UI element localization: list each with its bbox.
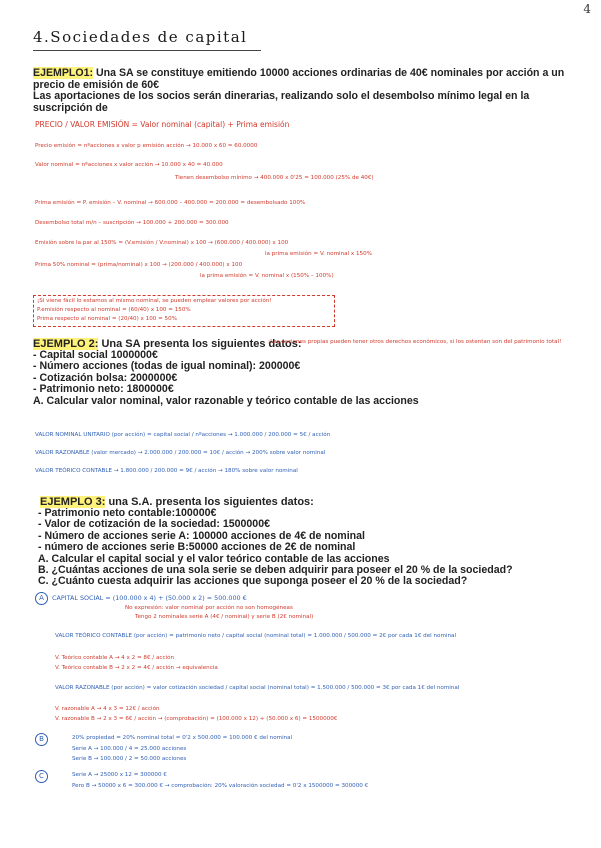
note1-line: PRECIO / VALOR EMISIÓN = Valor nominal (capital) + Prima emisión xyxy=(35,120,290,129)
note1-line: Tienen desembolso mínimo → 400.000 x 0'25 = 100.000 (25% de 40€) xyxy=(175,175,374,181)
note1-line: Emisión sobre la par al 150% = (V.emisión / V.nominal) x 100 → (600.000 / 400.000) x 100 xyxy=(35,240,289,246)
note3-line: Serie A → 100.000 / 4 = 25.000 acciones xyxy=(72,746,187,752)
note3-line: VALOR RAZONABLE (por acción) = valor cotización sociedad / capital social (nominal total) = 1.500.000 / 500.000 = 3€ por cada 1€ del nominal xyxy=(55,685,460,691)
answer-b-marker: B xyxy=(35,733,48,746)
example2-data-list xyxy=(33,350,419,407)
example1-text: Una SA se constituye emitiendo 10000 acciones ordinarias de 40€ nominales por acción a un precio de emisión de 60€ xyxy=(33,67,565,91)
note3-line: VALOR TEÓRICO CONTABLE (por acción) = patrimonio neto / capital social (nominal total) = 1.000.000 / 500.000 = 2€ por cada 1€ del nominal xyxy=(55,633,456,639)
note1-line: Valor nominal = nºacciones x valor acción → 10.000 x 40 = 40.000 xyxy=(35,162,223,168)
note3-line: Serie A → 25000 x 12 = 300000 € xyxy=(72,772,167,778)
note2-line: VALOR NOMINAL UNITARIO (por acción) = capital social / nºacciones → 1.000.000 / 200.000 = 5€ / acción xyxy=(35,432,331,438)
note3-line: V. razonable B → 2 x 3 = 6€ / acción → (comprobación) = (100.000 x 12) + (50.000 x 6) = 1500000€ xyxy=(55,716,338,722)
note1-line: Prima emisión = P. emisión – V. nominal → 600.000 – 400.000 = 200.000 = desembolsado 100% xyxy=(35,200,306,206)
example1-statement xyxy=(33,68,573,114)
example2-line: A. Calcular valor nominal, valor razonable y teórico contable de las acciones xyxy=(33,394,419,407)
example3-line: A. Calcular el capital social y el valor teórico contable de las acciones xyxy=(38,552,390,565)
note-box-line: Prima respecto al nominal = (20/40) x 100 = 50% xyxy=(37,316,177,322)
answer-c-marker: C xyxy=(35,770,48,783)
note1-line: Desembolso total m/n – suscripción → 100.000 + 200.000 = 300.000 xyxy=(35,220,229,226)
example3-line: B. ¿Cuántas acciones de una sola serie se deben adquirir para poseer el 20 % de la sociedad? xyxy=(38,564,513,577)
note3-line: 20% propiedad = 20% nominal total = 0'2 x 500.000 = 100.000 € del nominal xyxy=(72,735,293,741)
example3-data-list xyxy=(38,508,513,588)
note1-line: la prima emisión = V. nominal x (150% – 100%) xyxy=(200,273,334,279)
example3-line: - Valor de cotización de la sociedad: 1500000€ xyxy=(38,518,270,531)
note3-line: Tengo 2 nominales serie A (4€ / nominal) y serie B (2€ nominal) xyxy=(135,614,314,620)
note-box-line: ¡Si viene fácil lo estamos al mismo nominal, se pueden emplear valores por acción! xyxy=(37,298,272,304)
example1-line2: Las aportaciones de los socios serán dinerarias, realizando solo el desembolso mínimo legal en la suscripción de xyxy=(33,90,530,114)
note-box-line: P.emisión respecto al nominal = (60/40) x 100 = 150% xyxy=(37,307,191,313)
example3-line: - número de acciones serie B:50000 acciones de 2€ de nominal xyxy=(38,541,356,554)
note1-line: Precio emisión = nºacciones x valor p emisión acción → 10.000 x 60 = 60.0000 xyxy=(35,143,258,149)
example2-line: - Patrimonio neto: 1800000€ xyxy=(33,383,174,396)
example2-line: - Número acciones (todas de igual nominal): 200000€ xyxy=(33,360,301,373)
note3-line: Serie B → 100.000 / 2 = 50.000 acciones xyxy=(72,756,187,762)
note2-line: VALOR TEÓRICO CONTABLE → 1.800.000 / 200.000 = 9€ / acción → 180% sobre valor nominal xyxy=(35,468,298,474)
example2-label: EJEMPLO 2: xyxy=(33,338,99,350)
note3-line: No expresión: valor nominal por acción no son homogéneas xyxy=(125,605,293,611)
example2-line: - Cotización bolsa: 2000000€ xyxy=(33,371,178,384)
note1-line: Prima 50% nominal = (prima/nominal) x 100 → (200.000 / 400.000) x 100 xyxy=(35,262,243,268)
example3-heading-text: una S.A. presenta los siguientes datos: xyxy=(105,496,314,508)
example2-heading-text: Una SA presenta los siguientes datos: xyxy=(98,338,302,350)
title-underline xyxy=(33,50,261,51)
example2-line: - Capital social 1000000€ xyxy=(33,349,158,361)
answer-a-marker: A xyxy=(35,592,48,605)
page-title: 4.Sociedades de capital xyxy=(33,28,248,46)
example2-side-note: ¡Las acciones propias pueden tener otros derechos económicos, si los ostentan son del patrimonio total! xyxy=(268,339,562,345)
note3-line: V. razonable A → 4 x 3 = 12€ / acción xyxy=(55,706,160,712)
example1-label: EJEMPLO1: xyxy=(33,67,94,79)
example3-line: - Patrimonio neto contable:100000€ xyxy=(38,507,217,519)
note3-line: CAPITAL SOCIAL = (100.000 x 4) + (50.000 x 2) = 500.000 € xyxy=(52,594,247,602)
note2-line: VALOR RAZONABLE (valor mercado) → 2.000.000 / 200.000 = 10€ / acción → 200% sobre valor nominal xyxy=(35,450,326,456)
note3-line: V. Teórico contable B → 2 x 2 = 4€ / acción → equivalencia xyxy=(55,665,218,671)
note3-line: Pero B → 50000 x 6 = 300.000 € → comprobación: 20% valoración sociedad = 0'2 x 1500000 = 300000 € xyxy=(72,783,369,789)
example3-line: - Número de acciones serie A: 100000 acciones de 4€ de nominal xyxy=(38,529,365,542)
page-number: 4 xyxy=(583,2,591,16)
example3-line: C. ¿Cuánto cuesta adquirir las acciones que suponga poseer el 20 % de la sociedad? xyxy=(38,575,468,588)
note1-line: la prima emisión = V. nominal x 150% xyxy=(265,251,372,257)
example3-label: EJEMPLO 3: xyxy=(40,496,106,508)
note3-line: V. Teórico contable A → 4 x 2 = 8€ / acción xyxy=(55,655,175,661)
